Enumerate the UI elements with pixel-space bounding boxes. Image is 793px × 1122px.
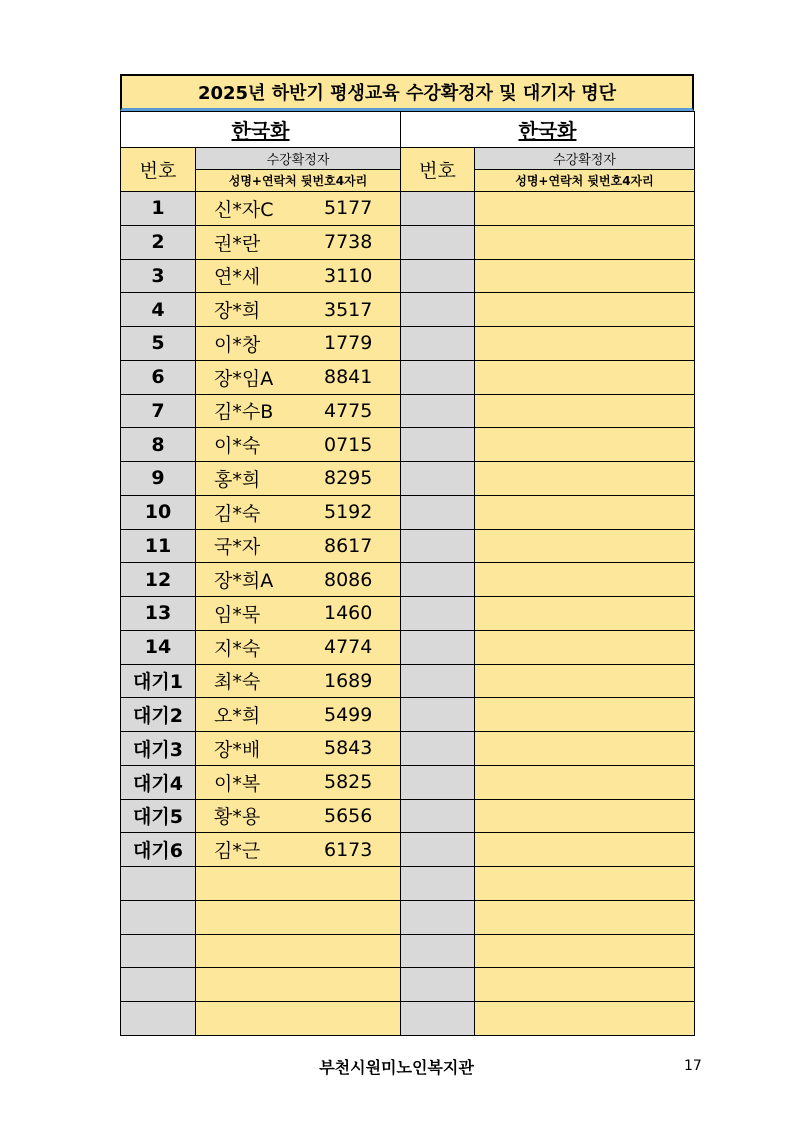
right-row-number — [401, 732, 475, 766]
table-row — [121, 867, 695, 901]
table-row — [121, 968, 695, 1002]
table-row — [121, 664, 695, 698]
participant-name: 장*배 — [214, 738, 261, 761]
right-row-number — [401, 664, 475, 698]
participant-name: 오*희 — [214, 705, 261, 728]
table-row — [121, 732, 695, 766]
right-row-number — [401, 259, 475, 293]
left-row-number: 2 — [121, 225, 196, 259]
left-row-number — [121, 968, 196, 1002]
left-row-number: 12 — [121, 563, 196, 597]
participant-name: 이*숙 — [214, 435, 261, 458]
right-row-number — [401, 698, 475, 732]
left-row-number: 대기2 — [121, 698, 196, 732]
left-row-number: 5 — [121, 327, 196, 361]
right-entry-cell — [475, 360, 695, 394]
phone-last-4: 1779 — [324, 332, 373, 355]
right-row-number — [401, 799, 475, 833]
phone-last-4: 8086 — [324, 568, 373, 591]
right-entry-cell — [475, 597, 695, 631]
left-row-number: 6 — [121, 360, 196, 394]
right-row-number — [401, 529, 475, 563]
table-row — [121, 597, 695, 631]
left-row-number — [121, 867, 196, 901]
right-row-number — [401, 293, 475, 327]
participant-name: 연*세 — [214, 266, 261, 289]
table-row — [121, 293, 695, 327]
left-entry-cell — [196, 394, 401, 428]
right-row-number — [401, 192, 475, 226]
participant-name: 이*복 — [214, 772, 261, 795]
left-entry-cell — [196, 192, 401, 226]
left-entry-cell — [196, 259, 401, 293]
right-entry-cell — [475, 833, 695, 867]
phone-last-4: 8295 — [324, 467, 373, 490]
table-row — [121, 900, 695, 934]
right-row-number — [401, 597, 475, 631]
right-row-number — [401, 225, 475, 259]
phone-last-4: 4775 — [324, 399, 373, 422]
right-row-number — [401, 428, 475, 462]
participant-name: 임*묵 — [214, 603, 261, 626]
left-entry-cell — [196, 428, 401, 462]
table-row — [121, 225, 695, 259]
phone-last-4: 7738 — [324, 231, 373, 254]
left-name-phone-header: 성명+연락처 뒷번호4자리 — [196, 170, 401, 192]
table-row — [121, 799, 695, 833]
right-entry-cell — [475, 630, 695, 664]
phone-last-4: 6173 — [324, 838, 373, 861]
right-entry-cell — [475, 563, 695, 597]
right-row-number — [401, 765, 475, 799]
right-entry-cell — [475, 698, 695, 732]
left-entry-cell — [196, 630, 401, 664]
participant-name: 홍*희 — [214, 468, 261, 491]
right-entry-cell — [475, 293, 695, 327]
right-row-number — [401, 360, 475, 394]
right-name-phone-header: 성명+연락처 뒷번호4자리 — [475, 170, 695, 192]
right-row-number — [401, 394, 475, 428]
page-number: 17 — [684, 1058, 702, 1074]
left-row-number: 대기6 — [121, 833, 196, 867]
left-row-number: 대기3 — [121, 732, 196, 766]
phone-last-4: 5177 — [324, 197, 373, 220]
phone-last-4: 4774 — [324, 636, 373, 659]
left-row-number: 14 — [121, 630, 196, 664]
right-row-number — [401, 867, 475, 901]
left-entry-cell — [196, 1002, 401, 1036]
left-entry-cell — [196, 293, 401, 327]
right-row-number — [401, 833, 475, 867]
left-entry-cell — [196, 934, 401, 968]
document-title: 2025년 하반기 평생교육 수강확정자 및 대기자 명단 — [120, 74, 694, 111]
left-row-number — [121, 1002, 196, 1036]
phone-last-4: 5656 — [324, 804, 373, 827]
right-entry-cell — [475, 732, 695, 766]
right-row-number — [401, 630, 475, 664]
right-confirmed-header: 수강확정자 — [475, 148, 695, 170]
left-entry-cell — [196, 495, 401, 529]
right-entry-cell — [475, 765, 695, 799]
left-row-number: 3 — [121, 259, 196, 293]
participant-name: 신*자C — [214, 198, 274, 221]
table-row — [121, 563, 695, 597]
left-row-number: 13 — [121, 597, 196, 631]
left-row-number: 대기5 — [121, 799, 196, 833]
right-entry-cell — [475, 225, 695, 259]
phone-last-4: 1460 — [324, 602, 373, 625]
table-row — [121, 630, 695, 664]
table-row — [121, 462, 695, 496]
table-row — [121, 394, 695, 428]
left-entry-cell — [196, 732, 401, 766]
left-row-number: 대기1 — [121, 664, 196, 698]
participant-name: 김*수B — [214, 401, 274, 424]
right-entry-cell — [475, 799, 695, 833]
left-confirmed-header: 수강확정자 — [196, 148, 401, 170]
footer-organization: 부천시원미노인복지관 — [319, 1058, 474, 1077]
right-entry-cell — [475, 394, 695, 428]
roster-sheet — [120, 74, 694, 1036]
right-row-number — [401, 327, 475, 361]
right-row-number — [401, 900, 475, 934]
participant-name: 최*숙 — [214, 671, 261, 694]
left-entry-cell — [196, 529, 401, 563]
left-row-number: 11 — [121, 529, 196, 563]
table-row — [121, 428, 695, 462]
left-row-number: 10 — [121, 495, 196, 529]
phone-last-4: 8617 — [324, 534, 373, 557]
participant-name: 이*창 — [214, 333, 261, 356]
right-entry-cell — [475, 529, 695, 563]
left-row-number: 8 — [121, 428, 196, 462]
phone-last-4: 5825 — [324, 771, 373, 794]
phone-last-4: 3517 — [324, 298, 373, 321]
table-row — [121, 192, 695, 226]
left-row-number: 1 — [121, 192, 196, 226]
right-row-number — [401, 462, 475, 496]
right-row-number — [401, 1002, 475, 1036]
right-course-name: 한국화 — [401, 112, 695, 148]
participant-name: 지*숙 — [214, 637, 261, 660]
left-number-header: 번호 — [121, 148, 196, 192]
phone-last-4: 3110 — [324, 264, 373, 287]
table-row — [121, 934, 695, 968]
right-entry-cell — [475, 900, 695, 934]
table-row — [121, 360, 695, 394]
right-entry-cell — [475, 1002, 695, 1036]
table-row — [121, 1002, 695, 1036]
table-row — [121, 765, 695, 799]
left-entry-cell — [196, 462, 401, 496]
left-entry-cell — [196, 968, 401, 1002]
phone-last-4: 8841 — [324, 366, 373, 389]
participant-name: 국*자 — [214, 536, 261, 559]
table-row — [121, 698, 695, 732]
participant-name: 장*임A — [214, 367, 274, 390]
left-row-number: 7 — [121, 394, 196, 428]
phone-last-4: 5192 — [324, 501, 373, 524]
left-row-number: 4 — [121, 293, 196, 327]
table-row — [121, 495, 695, 529]
participant-name: 장*희 — [214, 300, 261, 323]
participant-name: 황*용 — [214, 806, 261, 829]
right-entry-cell — [475, 664, 695, 698]
left-entry-cell — [196, 799, 401, 833]
right-entry-cell — [475, 968, 695, 1002]
left-entry-cell — [196, 225, 401, 259]
participant-name: 장*희A — [214, 570, 274, 593]
left-entry-cell — [196, 327, 401, 361]
right-entry-cell — [475, 192, 695, 226]
left-entry-cell — [196, 360, 401, 394]
participant-name: 김*숙 — [214, 502, 261, 525]
left-entry-cell — [196, 597, 401, 631]
table-row — [121, 327, 695, 361]
phone-last-4: 5499 — [324, 703, 373, 726]
right-row-number — [401, 968, 475, 1002]
roster-table — [120, 111, 695, 1036]
table-row — [121, 833, 695, 867]
right-entry-cell — [475, 462, 695, 496]
right-row-number — [401, 563, 475, 597]
right-entry-cell — [475, 495, 695, 529]
left-course-name: 한국화 — [121, 112, 401, 148]
participant-name: 권*란 — [214, 232, 261, 255]
right-row-number — [401, 495, 475, 529]
left-row-number — [121, 900, 196, 934]
right-row-number — [401, 934, 475, 968]
phone-last-4: 5843 — [324, 737, 373, 760]
left-row-number: 대기4 — [121, 765, 196, 799]
left-entry-cell — [196, 833, 401, 867]
left-entry-cell — [196, 900, 401, 934]
left-row-number — [121, 934, 196, 968]
participant-name: 김*근 — [214, 840, 261, 863]
phone-last-4: 0715 — [324, 433, 373, 456]
left-entry-cell — [196, 765, 401, 799]
right-entry-cell — [475, 259, 695, 293]
right-number-header: 번호 — [401, 148, 475, 192]
right-entry-cell — [475, 867, 695, 901]
left-entry-cell — [196, 563, 401, 597]
left-entry-cell — [196, 664, 401, 698]
table-row — [121, 259, 695, 293]
right-entry-cell — [475, 934, 695, 968]
left-entry-cell — [196, 698, 401, 732]
table-row — [121, 529, 695, 563]
right-entry-cell — [475, 428, 695, 462]
right-entry-cell — [475, 327, 695, 361]
left-entry-cell — [196, 867, 401, 901]
phone-last-4: 1689 — [324, 669, 373, 692]
left-row-number: 9 — [121, 462, 196, 496]
